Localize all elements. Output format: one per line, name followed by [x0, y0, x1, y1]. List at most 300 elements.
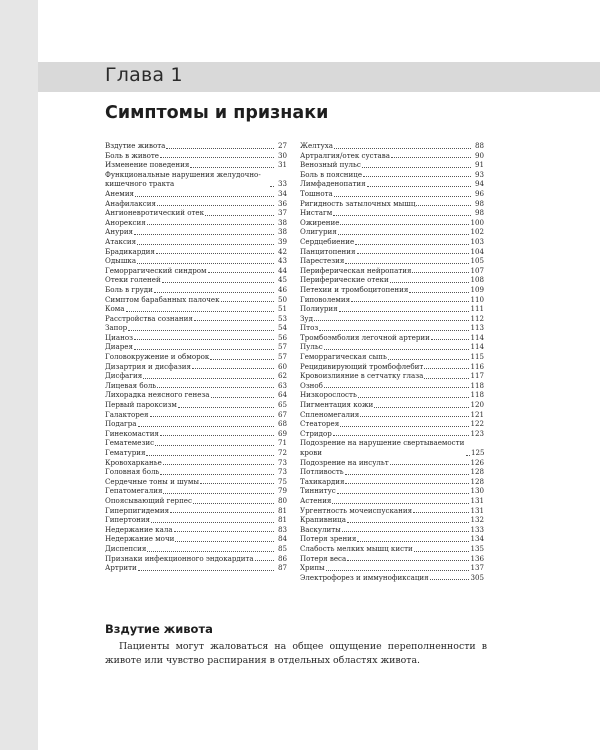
toc-entry-page: 134 [470, 534, 484, 544]
toc-entry-page: 63 [277, 380, 287, 390]
toc-entry[interactable] [105, 189, 287, 199]
toc-entry-title: Периферическая нейропатия [300, 265, 412, 275]
toc-entry-page: 90 [474, 150, 484, 160]
toc-entry-title: Петехии и тромбоцитопения [300, 284, 409, 294]
toc-leader-dots [414, 551, 470, 552]
toc-leader-dots [270, 186, 274, 187]
toc-entry[interactable] [105, 266, 287, 276]
toc-leader-dots [334, 148, 471, 149]
toc-entry-page: 112 [470, 313, 484, 323]
toc-entry-title: Полиурия [300, 304, 338, 314]
toc-entry[interactable] [300, 477, 484, 487]
toc-entry-title: Запор [105, 323, 128, 333]
toc-entry-title: Ургентность мочеиспускания [300, 505, 413, 515]
toc-entry[interactable] [300, 419, 484, 429]
toc-entry-page: 136 [470, 553, 484, 563]
toc-entry-title: Признаки инфекционного эндокардита [105, 553, 254, 563]
toc-entry-page: 86 [277, 553, 287, 563]
toc-entry[interactable] [300, 314, 484, 324]
toc-entry[interactable] [105, 170, 287, 189]
toc-entry-page: 100 [470, 217, 484, 227]
toc-leader-dots [363, 176, 471, 177]
toc-entry-page: 83 [277, 524, 287, 534]
toc-entry-title: Гематемезис [105, 438, 155, 448]
toc-entry-title: Низкорослость [300, 390, 357, 400]
toc-entry-page: 132 [470, 515, 484, 525]
toc-leader-dots [200, 483, 274, 484]
toc-entry[interactable] [105, 448, 287, 458]
toc-entry-page: 126 [470, 457, 484, 467]
toc-entry-title: Ригидность затылочных мышц [300, 198, 416, 208]
toc-entry-title: Геморрагическая сыпь [300, 352, 387, 362]
toc-entry[interactable] [105, 237, 287, 247]
toc-leader-dots [135, 196, 274, 197]
toc-entry-title: Геморрагический синдром [105, 265, 207, 275]
toc-entry-page: 33 [277, 179, 287, 189]
toc-entry-title: Галакторея [105, 409, 149, 419]
toc-entry-page: 110 [470, 294, 484, 304]
toc-entry-page: 128 [470, 467, 484, 477]
toc-entry[interactable] [105, 506, 287, 516]
toc-entry[interactable] [300, 429, 484, 439]
toc-entry[interactable] [105, 486, 287, 496]
toc-entry-page: 115 [470, 352, 484, 362]
toc-entry-title: Вздутие живота [105, 141, 166, 150]
toc-entry-page: 87 [277, 563, 287, 573]
toc-entry-page: 31 [277, 160, 287, 170]
toc-entry[interactable] [300, 189, 484, 199]
toc-leader-dots [360, 416, 469, 417]
toc-entry[interactable] [105, 275, 287, 285]
toc-entry-title: Дизартрия и дисфазия [105, 361, 191, 371]
toc-entry-page: 128 [470, 476, 484, 486]
toc-entry[interactable] [105, 227, 287, 237]
toc-entry-title: Гинекомастия [105, 428, 159, 438]
toc-leader-dots [333, 435, 470, 436]
toc-entry[interactable] [300, 534, 484, 544]
toc-entry[interactable] [105, 467, 287, 477]
toc-leader-dots [345, 483, 469, 484]
toc-entry[interactable] [300, 390, 484, 400]
toc-leader-dots [138, 426, 274, 427]
toc-leader-dots [134, 234, 274, 235]
toc-entry[interactable] [300, 199, 484, 209]
toc-entry-title: Дисфагия [105, 371, 143, 381]
toc-entry-page: 98 [474, 198, 484, 208]
toc-entry-page: 39 [277, 236, 287, 246]
toc-leader-dots [374, 407, 469, 408]
toc-leader-dots [193, 503, 274, 504]
toc-leader-dots [255, 560, 274, 561]
toc-entry[interactable] [300, 160, 484, 170]
toc-entry-title: Боль в груди [105, 284, 153, 294]
toc-entry[interactable] [300, 410, 484, 420]
toc-entry[interactable] [105, 160, 287, 170]
toc-entry-page: 114 [470, 342, 484, 352]
toc-leader-dots [210, 359, 274, 360]
toc-entry-title: Лихорадка неясного генеза [105, 390, 210, 400]
toc-entry-page: 75 [277, 476, 287, 486]
toc-entry[interactable] [300, 141, 484, 151]
toc-entry-title: Анурия [105, 227, 134, 237]
toc-leader-dots [160, 157, 274, 158]
toc-entry-page: 118 [470, 390, 484, 400]
toc-entry[interactable] [300, 237, 484, 247]
toc-entry-title: Васкулиты [300, 524, 341, 534]
toc-leader-dots [166, 148, 274, 149]
toc-entry-page: 69 [277, 428, 287, 438]
toc-entry[interactable] [105, 534, 287, 544]
toc-entry-page: 45 [277, 275, 287, 285]
toc-entry[interactable] [105, 199, 287, 209]
toc-entry-title: Электрофорез и иммунофиксация [300, 572, 429, 582]
toc-entry-title: Птоз [300, 323, 319, 333]
toc-entry-title: Головная боль [105, 467, 160, 477]
toc-entry-page: 131 [470, 495, 484, 505]
toc-entry[interactable] [105, 544, 287, 554]
toc-leader-dots [314, 320, 469, 321]
toc-entry[interactable] [105, 323, 287, 333]
toc-entry-page: 56 [277, 332, 287, 342]
toc-entry[interactable] [105, 381, 287, 391]
toc-entry-title: Первый пароксизм [105, 400, 177, 410]
toc-entry-page: 96 [474, 188, 484, 198]
toc-entry[interactable] [105, 525, 287, 535]
toc-entry-page: 88 [474, 141, 484, 150]
toc-entry-title: Пигментация кожи [300, 400, 374, 410]
toc-entry-title: Гиповолемия [300, 294, 351, 304]
toc-entry-page: 108 [470, 275, 484, 285]
toc-entry-title: Отеки голеней [105, 275, 161, 285]
chapter-label: Глава 1 [105, 64, 183, 86]
toc-leader-dots [151, 522, 274, 523]
toc-leader-dots [338, 234, 470, 235]
toc-entry[interactable] [300, 275, 484, 285]
toc-leader-dots [157, 205, 274, 206]
toc-entry-title: Стеаторея [300, 419, 340, 429]
toc-entry-page: 109 [470, 284, 484, 294]
toc-entry-page: 120 [470, 400, 484, 410]
toc-entry-title: Недержание мочи [105, 534, 175, 544]
toc-entry-page: 94 [474, 179, 484, 189]
toc-entry[interactable] [300, 179, 484, 189]
toc-entry-title: Потеря веса [300, 553, 347, 563]
toc-leader-dots [340, 426, 469, 427]
chapter-title: Симптомы и признаки [105, 103, 329, 123]
toc-entry[interactable] [300, 151, 484, 161]
toc-entry-title: Крапивница [300, 515, 346, 525]
toc-entry[interactable] [300, 515, 484, 525]
toc-entry-title: Брадикардия [105, 246, 155, 256]
toc-entry[interactable] [300, 342, 484, 352]
toc-leader-dots [357, 541, 469, 542]
toc-leader-dots [156, 253, 274, 254]
toc-entry[interactable] [105, 256, 287, 266]
toc-entry-page: 27 [277, 141, 287, 150]
toc-entry-title: Подозрение на инсульт [300, 457, 389, 467]
toc-leader-dots [337, 493, 470, 494]
toc-entry-page: 36 [277, 198, 287, 208]
toc-leader-dots [332, 503, 469, 504]
toc-entry-title: Изменение поведения [105, 160, 190, 170]
toc-entry-title: Боль в животе [105, 150, 159, 160]
toc-entry-title: Тиннитус [300, 486, 336, 496]
toc-entry[interactable] [105, 314, 287, 324]
toc-entry-page: 130 [470, 486, 484, 496]
toc-entry-page: 62 [277, 371, 287, 381]
toc-entry-title: Кровохарканье [105, 457, 162, 467]
toc-entry-title: Желтуха [300, 141, 334, 150]
toc-leader-dots [388, 359, 470, 360]
toc-leader-dots [347, 522, 469, 523]
toc-entry-page: 123 [470, 428, 484, 438]
toc-leader-dots [319, 330, 469, 331]
toc-entry[interactable] [105, 352, 287, 362]
toc-entry[interactable] [105, 342, 287, 352]
toc-entry[interactable] [105, 515, 287, 525]
toc-leader-dots [160, 474, 274, 475]
toc-entry-title: Атаксия [105, 236, 137, 246]
toc-entry[interactable] [105, 563, 287, 573]
toc-leader-dots [128, 330, 274, 331]
toc-entry[interactable] [105, 419, 287, 429]
toc-entry-title: Опоясывающий герпес [105, 495, 192, 505]
toc-entry[interactable] [105, 247, 287, 257]
toc-entry[interactable] [105, 151, 287, 161]
toc-entry-page: 81 [277, 515, 287, 525]
toc-entry[interactable] [105, 362, 287, 372]
toc-leader-dots [324, 349, 470, 350]
toc-entry[interactable] [105, 141, 287, 151]
toc-entry[interactable] [300, 525, 484, 535]
toc-entry[interactable] [105, 410, 287, 420]
toc-entry-page: 81 [277, 505, 287, 515]
toc-entry-page: 43 [277, 256, 287, 266]
toc-entry[interactable] [300, 486, 484, 496]
toc-entry[interactable] [105, 295, 287, 305]
toc-entry-title: Диспепсия [105, 543, 147, 553]
page-margin-strip [0, 0, 38, 750]
toc-entry-title: Спленомегалия [300, 409, 360, 419]
toc-entry[interactable] [300, 256, 484, 266]
toc-entry[interactable] [300, 400, 484, 410]
toc-entry-title: Хрипы [300, 563, 325, 573]
toc-entry-page: 38 [277, 217, 287, 227]
toc-entry[interactable] [105, 390, 287, 400]
toc-entry-page: 84 [277, 534, 287, 544]
toc-leader-dots [347, 560, 469, 561]
toc-entry[interactable] [105, 371, 287, 381]
toc-entry-title: Пульс [300, 342, 323, 352]
toc-entry[interactable] [300, 295, 484, 305]
toc-entry[interactable] [300, 496, 484, 506]
toc-entry[interactable] [105, 496, 287, 506]
toc-leader-dots [424, 378, 469, 379]
toc-entry-title: Озноб [300, 380, 323, 390]
toc-entry-page: 104 [470, 246, 484, 256]
toc-entry[interactable] [300, 333, 484, 343]
toc-entry[interactable] [105, 218, 287, 228]
toc-entry[interactable] [300, 467, 484, 477]
toc-leader-dots [221, 301, 274, 302]
toc-column-left [105, 141, 287, 573]
toc-entry[interactable] [300, 218, 484, 228]
toc-entry[interactable] [105, 208, 287, 218]
toc-entry-title: Кровоизлияние в сетчатку глаза [300, 371, 424, 381]
toc-leader-dots [155, 445, 274, 446]
toc-leader-dots [430, 579, 470, 580]
toc-entry-page: 57 [277, 342, 287, 352]
toc-leader-dots [362, 167, 471, 168]
toc-entry[interactable] [300, 247, 484, 257]
toc-entry[interactable] [300, 371, 484, 381]
toc-leader-dots [390, 282, 470, 283]
toc-entry[interactable] [300, 381, 484, 391]
toc-leader-dots [147, 551, 274, 552]
toc-entry-page: 68 [277, 419, 287, 429]
toc-leader-dots [170, 512, 274, 513]
toc-entry-page: 122 [470, 419, 484, 429]
toc-entry-page: 121 [470, 409, 484, 419]
toc-entry-title: Периферические отеки [300, 275, 389, 285]
toc-leader-dots [160, 435, 274, 436]
toc-leader-dots [339, 311, 470, 312]
toc-leader-dots [413, 512, 469, 513]
toc-entry[interactable] [105, 554, 287, 564]
toc-entry-title: Гематурия [105, 448, 146, 457]
toc-entry-title: Анафилаксия [105, 198, 156, 208]
toc-entry-title: Венозный пульс [300, 160, 361, 170]
toc-entry-title: Слабость мелких мышц кисти [300, 543, 413, 553]
toc-leader-dots [178, 407, 274, 408]
toc-entry-page: 85 [277, 543, 287, 553]
toc-leader-dots [424, 368, 469, 369]
toc-leader-dots [175, 541, 274, 542]
toc-entry[interactable] [300, 458, 484, 468]
toc-entry-title: Гепатомегалия [105, 486, 163, 496]
toc-entry[interactable] [300, 227, 484, 237]
toc-entry-page: 71 [277, 438, 287, 448]
toc-entry-page: 38 [277, 227, 287, 237]
toc-entry[interactable] [300, 438, 484, 457]
toc-entry-page: 60 [277, 361, 287, 371]
toc-entry[interactable] [300, 362, 484, 372]
toc-entry-title: Подозрение на нарушение свертываемости крови [300, 438, 465, 457]
toc-entry[interactable] [105, 477, 287, 487]
toc-leader-dots [367, 186, 471, 187]
toc-entry[interactable] [300, 285, 484, 295]
toc-entry[interactable] [105, 285, 287, 295]
toc-entry-page: 111 [470, 304, 484, 314]
toc-entry-title: Боль в пояснице [300, 169, 363, 179]
toc-entry-page: 51 [277, 304, 287, 314]
toc-entry[interactable] [300, 554, 484, 564]
toc-entry-title: Лимфаденопатия [300, 179, 366, 189]
toc-entry-title: Цианоз [105, 332, 134, 342]
toc-leader-dots [333, 215, 471, 216]
toc-entry-title: Одышка [105, 256, 137, 266]
toc-entry-title: Головокружение и обморок [105, 352, 210, 362]
toc-entry-page: 65 [277, 400, 287, 410]
toc-entry-page: 102 [470, 227, 484, 237]
toc-entry-title: Гиперпигидемия [105, 505, 170, 515]
toc-entry[interactable] [300, 304, 484, 314]
toc-entry-page: 114 [470, 332, 484, 342]
toc-entry[interactable] [105, 333, 287, 343]
toc-entry-title: Тошнота [300, 188, 333, 198]
toc-leader-dots [134, 339, 274, 340]
toc-entry[interactable] [105, 429, 287, 439]
toc-entry-title: Потливость [300, 467, 344, 477]
toc-entry-page: 116 [470, 361, 484, 371]
toc-leader-dots [143, 378, 274, 379]
toc-entry-page: 105 [470, 256, 484, 266]
toc-leader-dots [345, 263, 469, 264]
toc-entry-title: Расстройства сознания [105, 313, 193, 323]
toc-leader-dots [163, 493, 274, 494]
toc-entry[interactable] [300, 352, 484, 362]
toc-entry[interactable] [105, 438, 287, 448]
toc-entry-page: 118 [470, 380, 484, 390]
toc-leader-dots [194, 320, 274, 321]
toc-entry[interactable] [300, 563, 484, 573]
toc-entry-title: Зуд [300, 313, 313, 323]
toc-leader-dots [137, 244, 274, 245]
toc-entry-title: Нистагм [300, 208, 333, 218]
toc-entry[interactable] [300, 544, 484, 554]
toc-entry-title: Сердцебиение [300, 236, 355, 246]
toc-entry-title: Рецидивирующий тромбофлебит [300, 361, 424, 371]
toc-entry[interactable] [300, 506, 484, 516]
toc-leader-dots [351, 301, 469, 302]
toc-entry[interactable] [105, 400, 287, 410]
toc-entry-title: Недержание кала [105, 524, 173, 534]
toc-leader-dots [162, 282, 274, 283]
toc-entry[interactable] [105, 458, 287, 468]
toc-entry-page: 135 [470, 543, 484, 553]
toc-leader-dots [174, 531, 274, 532]
toc-entry-title: Панцитопения [300, 246, 356, 256]
toc-entry[interactable] [105, 304, 287, 314]
toc-leader-dots [409, 292, 469, 293]
toc-entry-title: Артрити [105, 563, 137, 573]
toc-entry[interactable] [300, 323, 484, 333]
toc-leader-dots [326, 570, 470, 571]
toc-entry-page: 98 [474, 208, 484, 218]
toc-leader-dots [134, 349, 274, 350]
toc-leader-dots [324, 387, 469, 388]
section-body: Пациенты могут жаловаться на общее ощущение переполненности в животе или чувство распирания в отдельных областях живота. [105, 641, 487, 666]
toc-entry-title: Астения [300, 495, 332, 505]
toc-entry[interactable] [300, 573, 484, 583]
toc-entry-page: 125 [471, 448, 485, 457]
toc-leader-dots [345, 474, 470, 475]
toc-entry-title: Гипертония [105, 515, 151, 525]
toc-entry-page: 103 [470, 236, 484, 246]
toc-entry-page: 67 [277, 409, 287, 419]
toc-leader-dots [126, 311, 274, 312]
toc-entry-title: Тахикардия [300, 476, 345, 486]
toc-entry-title: Стридор [300, 428, 332, 438]
toc-leader-dots [163, 464, 274, 465]
toc-entry-page: 107 [470, 265, 484, 275]
toc-entry[interactable] [300, 208, 484, 218]
toc-leader-dots [150, 416, 274, 417]
toc-entry[interactable] [300, 170, 484, 180]
toc-entry-page: 73 [277, 467, 287, 477]
toc-leader-dots [416, 205, 471, 206]
toc-entry[interactable] [300, 266, 484, 276]
